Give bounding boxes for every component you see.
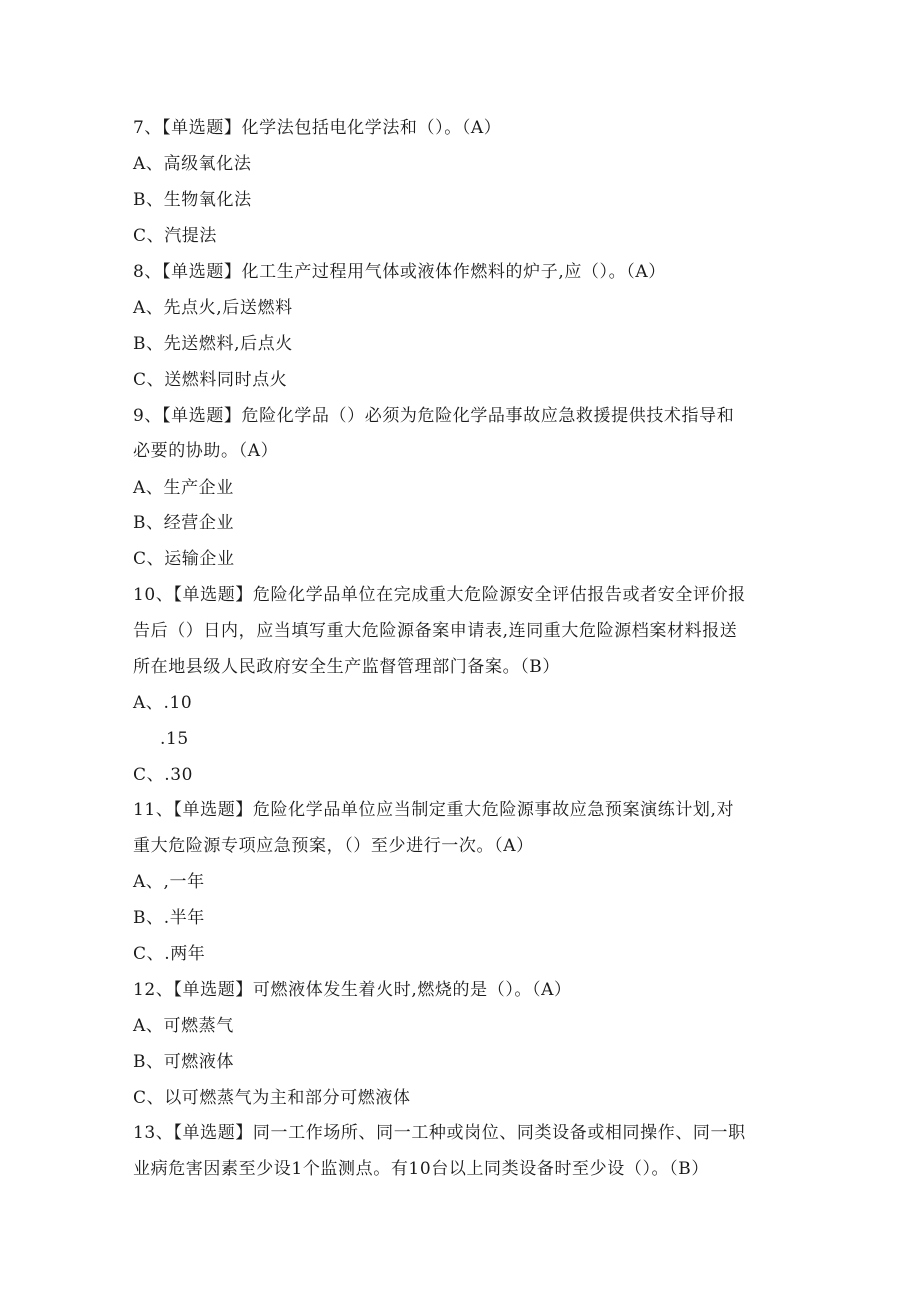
question-9-option-a: A、生产企业	[133, 478, 234, 498]
question-10-stem-line-3: 所在地县级人民政府安全生产监督管理部门备案。（B）	[133, 657, 560, 677]
question-11-option-c: C、.两年	[133, 944, 206, 964]
question-8-option-b: B、先送燃料,后点火	[133, 334, 293, 354]
question-9-option-b: B、经营企业	[133, 513, 235, 533]
question-9-option-c: C、运输企业	[133, 549, 235, 569]
question-11-stem-line-2: 重大危险源专项应急预案，（）至少进行一次。（A）	[133, 836, 534, 856]
question-9-stem-line-1: 9、【单选题】危险化学品（）必须为危险化学品事故应急救援提供技术指导和	[133, 406, 735, 426]
question-7-option-a: A、高级氧化法	[133, 154, 252, 174]
question-12-stem-line-1: 12、【单选题】可燃液体发生着火时,燃烧的是（）。（A）	[133, 980, 572, 1000]
question-12-option-a: A、可燃蒸气	[133, 1016, 234, 1036]
question-10-stem-line-2: 告后（）日内，应当填写重大危险源备案申请表,连同重大危险源档案材料报送	[133, 621, 738, 641]
question-12-option-b: B、可燃液体	[133, 1052, 235, 1072]
question-7-stem-line-1: 7、【单选题】化学法包括电化学法和（）。（A）	[133, 118, 502, 138]
question-8-option-c: C、送燃料同时点火	[133, 370, 288, 390]
question-8-stem-line-1: 8、【单选题】化工生产过程用气体或液体作燃料的炉子,应（）。（A）	[133, 262, 666, 282]
question-10-option-c: C、.30	[133, 765, 194, 785]
question-11-option-a: A、,一年	[133, 872, 205, 892]
question-7-option-b: B、生物氧化法	[133, 190, 252, 210]
question-8-option-a: A、先点火,后送燃料	[133, 298, 293, 318]
question-13-stem-line-1: 13、【单选题】同一工作场所、同一工种或岗位、同类设备或相同操作、同一职	[133, 1123, 746, 1143]
question-13-stem-line-2: 业病危害因素至少设1个监测点。有10台以上同类设备时至少设（）。（B）	[133, 1159, 709, 1179]
question-11-option-b: B、.半年	[133, 908, 205, 928]
question-9-stem-line-2: 必要的协助。（A）	[133, 441, 279, 461]
question-10-stem-line-1: 10、【单选题】危险化学品单位在完成重大危险源安全评估报告或者安全评价报	[133, 585, 746, 605]
question-10-option-b: .15	[160, 729, 189, 749]
question-7-option-c: C、汽提法	[133, 226, 218, 246]
question-10-option-a: A、.10	[133, 693, 193, 713]
question-11-stem-line-1: 11、【单选题】危险化学品单位应当制定重大危险源事故应急预案演练计划,对	[133, 800, 735, 820]
question-12-option-c: C、以可燃蒸气为主和部分可燃液体	[133, 1088, 411, 1108]
